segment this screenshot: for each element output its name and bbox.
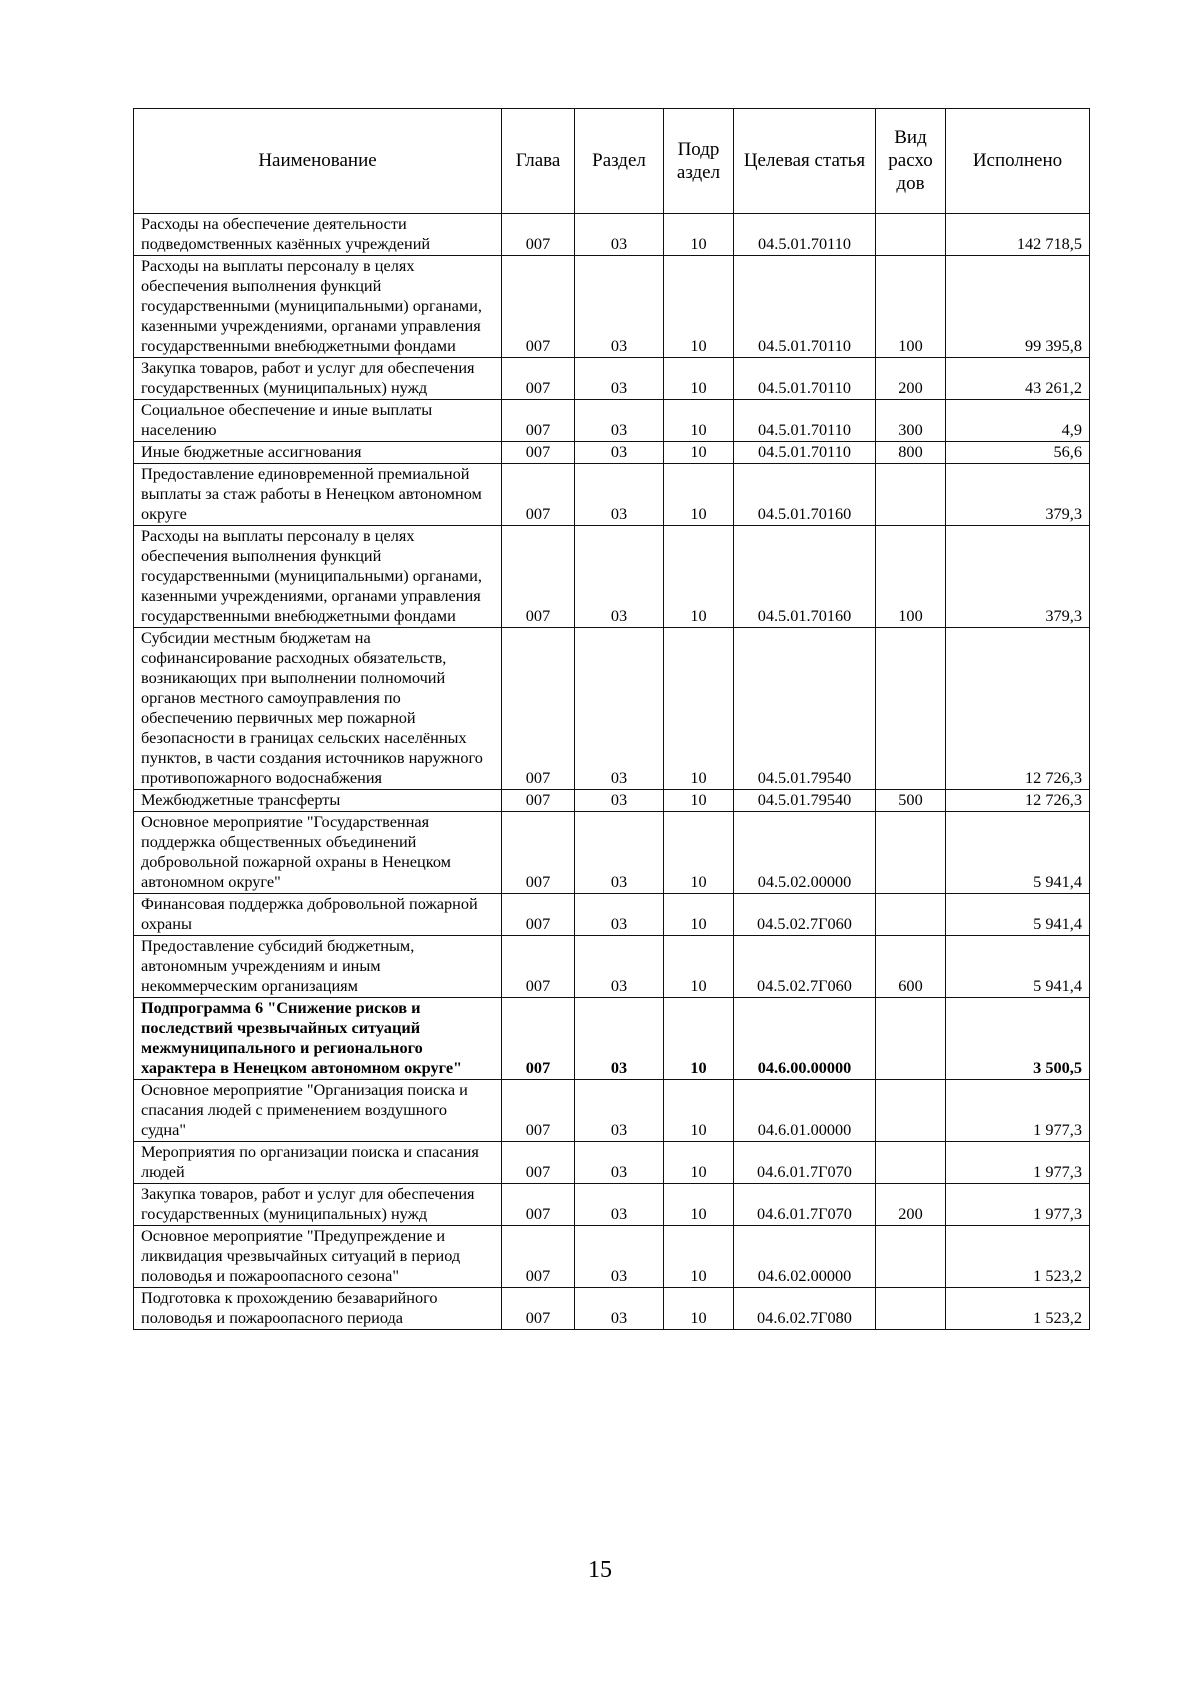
header-ispolneno: Исполнено [946,109,1090,214]
cell-celevaya-statya: 04.5.01.70110 [734,214,876,256]
cell-celevaya-statya: 04.6.02.00000 [734,1226,876,1288]
table-row [134,1142,1090,1184]
cell-podrazdel: 10 [664,442,734,464]
cell-celevaya-statya: 04.5.01.70160 [734,526,876,628]
table-row [134,526,1090,628]
cell-glava: 007 [502,526,575,628]
header-glava: Глава [502,109,575,214]
cell-name: Расходы на выплаты персоналу в целях обеспечения выполнения функций государственными (муниципальными) органами, казенными учреждениями, органами управления государственными внебюджетными фондами [134,256,502,358]
cell-razdel: 03 [575,812,664,894]
table-row [134,464,1090,526]
cell-glava: 007 [502,1288,575,1330]
cell-ispolneno: 5 941,4 [946,936,1090,998]
table-row [134,790,1090,812]
cell-ispolneno: 1 977,3 [946,1080,1090,1142]
cell-podrazdel: 10 [664,936,734,998]
header-vid-raskhodov: Вид расхо дов [876,109,946,214]
cell-ispolneno: 379,3 [946,526,1090,628]
cell-razdel: 03 [575,628,664,790]
cell-razdel: 03 [575,464,664,526]
cell-vid-raskhodov: 100 [876,526,946,628]
cell-celevaya-statya: 04.5.01.70110 [734,358,876,400]
cell-name: Подготовка к прохождению безаварийного половодья и пожароопасного периода [134,1288,502,1330]
table-row [134,936,1090,998]
cell-name: Предоставление единовременной премиальной выплаты за стаж работы в Ненецком автономном округе [134,464,502,526]
cell-glava: 007 [502,214,575,256]
cell-ispolneno: 5 941,4 [946,894,1090,936]
cell-celevaya-statya: 04.6.01.00000 [734,1080,876,1142]
cell-celevaya-statya: 04.6.02.7Г080 [734,1288,876,1330]
table-row [134,442,1090,464]
header-podrazdel: Подр аздел [664,109,734,214]
cell-name: Основное мероприятие "Предупреждение и ликвидация чрезвычайных ситуаций в период половодья и пожароопасного сезона" [134,1226,502,1288]
cell-name: Социальное обеспечение и иные выплаты населению [134,400,502,442]
cell-ispolneno: 56,6 [946,442,1090,464]
cell-name: Мероприятия по организации поиска и спасания людей [134,1142,502,1184]
header-celevaya-statya: Целевая статья [734,109,876,214]
cell-glava: 007 [502,894,575,936]
table-row [134,1226,1090,1288]
cell-glava: 007 [502,442,575,464]
cell-glava: 007 [502,628,575,790]
cell-ispolneno: 5 941,4 [946,812,1090,894]
cell-ispolneno: 1 977,3 [946,1184,1090,1226]
header-razdel: Раздел [575,109,664,214]
cell-podrazdel: 10 [664,214,734,256]
cell-razdel: 03 [575,526,664,628]
cell-razdel: 03 [575,790,664,812]
cell-name: Субсидии местным бюджетам на софинансирование расходных обязательств, возникающих при выполнении полномочий органов местного самоуправления по обеспечению первичных мер пожарной безопасности в границах сельских населённых пунктов, в части создания источников наружного противопожарного водоснабжения [134,628,502,790]
cell-celevaya-statya: 04.6.00.00000 [734,998,876,1080]
cell-ispolneno: 142 718,5 [946,214,1090,256]
table-row [134,1080,1090,1142]
cell-glava: 007 [502,464,575,526]
cell-vid-raskhodov [876,1080,946,1142]
cell-podrazdel: 10 [664,464,734,526]
cell-vid-raskhodov [876,1226,946,1288]
cell-podrazdel: 10 [664,1142,734,1184]
cell-vid-raskhodov: 200 [876,1184,946,1226]
cell-vid-raskhodov: 200 [876,358,946,400]
cell-razdel: 03 [575,1080,664,1142]
table-header-row [134,109,1090,214]
cell-razdel: 03 [575,256,664,358]
cell-glava: 007 [502,256,575,358]
table-row [134,894,1090,936]
cell-ispolneno: 43 261,2 [946,358,1090,400]
cell-name: Основное мероприятие "Организация поиска и спасания людей с применением воздушного судна" [134,1080,502,1142]
cell-podrazdel: 10 [664,998,734,1080]
cell-razdel: 03 [575,358,664,400]
cell-vid-raskhodov: 500 [876,790,946,812]
cell-razdel: 03 [575,936,664,998]
cell-name: Основное мероприятие "Государственная поддержка общественных объединений добровольной пожарной охраны в Ненецком автономном округе" [134,812,502,894]
cell-name: Расходы на обеспечение деятельности подведомственных казённых учреждений [134,214,502,256]
cell-vid-raskhodov: 600 [876,936,946,998]
cell-glava: 007 [502,1142,575,1184]
cell-podrazdel: 10 [664,1226,734,1288]
cell-podrazdel: 10 [664,790,734,812]
table-row [134,812,1090,894]
table-row [134,256,1090,358]
cell-glava: 007 [502,998,575,1080]
cell-razdel: 03 [575,1142,664,1184]
cell-razdel: 03 [575,442,664,464]
cell-celevaya-statya: 04.5.02.7Г060 [734,936,876,998]
cell-ispolneno: 1 523,2 [946,1226,1090,1288]
cell-glava: 007 [502,812,575,894]
cell-ispolneno: 99 395,8 [946,256,1090,358]
cell-glava: 007 [502,1080,575,1142]
cell-ispolneno: 12 726,3 [946,790,1090,812]
cell-vid-raskhodov [876,998,946,1080]
table-row [134,400,1090,442]
cell-razdel: 03 [575,894,664,936]
cell-podrazdel: 10 [664,256,734,358]
cell-vid-raskhodov [876,1142,946,1184]
cell-celevaya-statya: 04.6.01.7Г070 [734,1142,876,1184]
cell-celevaya-statya: 04.5.01.70110 [734,400,876,442]
cell-ispolneno: 3 500,5 [946,998,1090,1080]
cell-vid-raskhodov [876,464,946,526]
cell-podrazdel: 10 [664,1184,734,1226]
cell-ispolneno: 1 523,2 [946,1288,1090,1330]
cell-podrazdel: 10 [664,400,734,442]
cell-celevaya-statya: 04.5.01.70160 [734,464,876,526]
cell-podrazdel: 10 [664,526,734,628]
header-name: Наименование [134,109,502,214]
cell-celevaya-statya: 04.5.01.70110 [734,442,876,464]
cell-ispolneno: 1 977,3 [946,1142,1090,1184]
cell-razdel: 03 [575,214,664,256]
cell-ispolneno: 379,3 [946,464,1090,526]
table-row [134,1184,1090,1226]
cell-vid-raskhodov [876,214,946,256]
cell-celevaya-statya: 04.5.02.00000 [734,812,876,894]
cell-vid-raskhodov [876,1288,946,1330]
cell-glava: 007 [502,358,575,400]
cell-glava: 007 [502,936,575,998]
cell-name: Иные бюджетные ассигнования [134,442,502,464]
cell-vid-raskhodov: 800 [876,442,946,464]
cell-podrazdel: 10 [664,1288,734,1330]
table-row [134,1288,1090,1330]
table-row [134,998,1090,1080]
table-row [134,214,1090,256]
cell-podrazdel: 10 [664,812,734,894]
cell-celevaya-statya: 04.5.01.79540 [734,628,876,790]
cell-vid-raskhodov [876,628,946,790]
table-body [134,214,1090,1330]
cell-razdel: 03 [575,400,664,442]
cell-name: Финансовая поддержка добровольной пожарной охраны [134,894,502,936]
cell-podrazdel: 10 [664,628,734,790]
cell-celevaya-statya: 04.5.01.70110 [734,256,876,358]
cell-vid-raskhodov: 100 [876,256,946,358]
cell-razdel: 03 [575,1226,664,1288]
table-row [134,628,1090,790]
page-number: 15 [588,1557,612,1583]
cell-ispolneno: 4,9 [946,400,1090,442]
cell-glava: 007 [502,1184,575,1226]
cell-name: Межбюджетные трансферты [134,790,502,812]
table-row [134,358,1090,400]
cell-name: Предоставление субсидий бюджетным, автономным учреждениям и иным некоммерческим организациям [134,936,502,998]
cell-podrazdel: 10 [664,894,734,936]
cell-glava: 007 [502,1226,575,1288]
cell-podrazdel: 10 [664,1080,734,1142]
cell-podrazdel: 10 [664,358,734,400]
cell-vid-raskhodov [876,812,946,894]
cell-glava: 007 [502,790,575,812]
cell-razdel: 03 [575,1184,664,1226]
cell-glava: 007 [502,400,575,442]
cell-name: Закупка товаров, работ и услуг для обеспечения государственных (муниципальных) нужд [134,1184,502,1226]
cell-vid-raskhodov [876,894,946,936]
cell-razdel: 03 [575,998,664,1080]
budget-table [133,108,1090,1330]
cell-name: Закупка товаров, работ и услуг для обеспечения государственных (муниципальных) нужд [134,358,502,400]
cell-celevaya-statya: 04.6.01.7Г070 [734,1184,876,1226]
cell-ispolneno: 12 726,3 [946,628,1090,790]
cell-name: Расходы на выплаты персоналу в целях обеспечения выполнения функций государственными (муниципальными) органами, казенными учреждениями, органами управления государственными внебюджетными фондами [134,526,502,628]
cell-celevaya-statya: 04.5.02.7Г060 [734,894,876,936]
cell-celevaya-statya: 04.5.01.79540 [734,790,876,812]
cell-name: Подпрограмма 6 "Снижение рисков и последствий чрезвычайных ситуаций межмуниципального и регионального характера в Ненецком автономном округе" [134,998,502,1080]
cell-razdel: 03 [575,1288,664,1330]
cell-vid-raskhodov: 300 [876,400,946,442]
